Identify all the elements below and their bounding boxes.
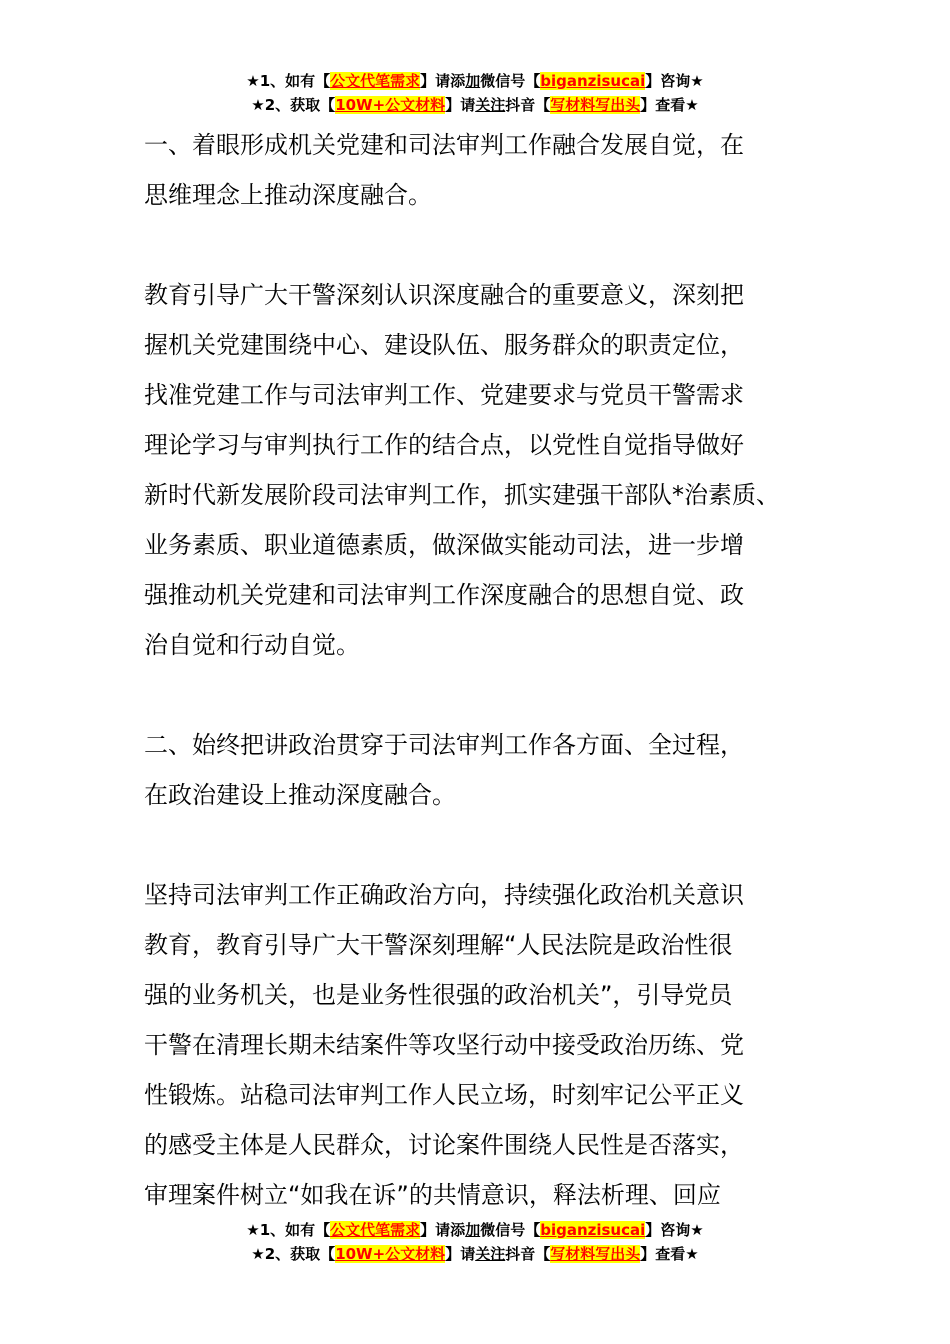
banner-text: 抖音【 <box>505 96 551 114</box>
body-paragraph <box>144 870 814 1220</box>
document-body <box>144 120 814 1220</box>
paragraph-spacer <box>144 670 814 720</box>
banner-line-1 <box>0 1218 950 1242</box>
text-line: 坚持司法审判工作正确政治方向，持续强化政治机关意识 <box>144 881 744 909</box>
banner-text: ★2、获取【 <box>251 96 336 114</box>
banner-underlined-text: 关注 <box>475 1245 506 1263</box>
header-banner <box>0 69 950 117</box>
footer-banner <box>0 1218 950 1266</box>
paragraph-spacer <box>144 220 814 270</box>
text-line: 新时代新发展阶段司法审判工作，抓实建强干部队*治素质、 <box>144 481 780 509</box>
text-line: 握机关党建围绕中心、建设队伍、服务群众的职责定位， <box>144 331 744 359</box>
banner-text: 】请 <box>445 96 476 114</box>
banner-highlight: 10W+公文材料 <box>335 96 446 114</box>
banner-line-1 <box>0 69 950 93</box>
text-line: 干警在清理长期未结案件等攻坚行动中接受政治历练、党 <box>144 1031 744 1059</box>
banner-text: 】查看★ <box>640 96 699 114</box>
body-paragraph <box>144 270 814 670</box>
banner-highlight: 公文代笔需求 <box>330 1221 421 1239</box>
banner-underlined-text: 加 <box>465 1221 481 1239</box>
text-line: 业务素质、职业道德素质，做深做实能动司法，进一步增 <box>144 531 744 559</box>
banner-text: 抖音【 <box>505 1245 551 1263</box>
text-line: 治自觉和行动自觉。 <box>144 631 360 659</box>
text-line: 性锻炼。站稳司法审判工作人民立场，时刻牢记公平正义 <box>144 1081 744 1109</box>
text-line: 找准党建工作与司法审判工作、党建要求与党员干警需求 <box>144 381 744 409</box>
banner-text: ★2、获取【 <box>251 1245 336 1263</box>
banner-highlight: 10W+公文材料 <box>335 1245 446 1263</box>
banner-underlined-text: 关注 <box>475 96 506 114</box>
text-line: 在政治建设上推动深度融合。 <box>144 781 456 809</box>
banner-text: 微信号【 <box>480 1221 541 1239</box>
banner-text: ★1、如有【 <box>246 72 331 90</box>
heading-paragraph <box>144 720 814 820</box>
text-line: 教育引导广大干警深刻认识深度融合的重要意义，深刻把 <box>144 281 744 309</box>
banner-highlight: 写材料写出头 <box>550 96 641 114</box>
text-line: 思维理念上推动深度融合。 <box>144 181 432 209</box>
banner-text: 微信号【 <box>480 72 541 90</box>
banner-underlined-text: 加 <box>465 72 481 90</box>
banner-text: 】查看★ <box>640 1245 699 1263</box>
text-line: 二、始终把讲政治贯穿于司法审判工作各方面、全过程， <box>144 731 744 759</box>
banner-text: 】请 <box>445 1245 476 1263</box>
banner-text: 】请添 <box>420 1221 466 1239</box>
banner-text: 】请添 <box>420 72 466 90</box>
banner-line-2 <box>0 1242 950 1266</box>
banner-highlight: 写材料写出头 <box>550 1245 641 1263</box>
heading-paragraph <box>144 120 814 220</box>
text-line: 教育，教育引导广大干警深刻理解“人民法院是政治性很 <box>144 931 733 959</box>
text-line: 审理案件树立“如我在诉”的共情意识，释法析理、回应 <box>144 1181 721 1209</box>
text-line: 的感受主体是人民群众，讨论案件围绕人民性是否落实， <box>144 1131 744 1159</box>
banner-highlight: biganzisucai <box>540 72 646 90</box>
banner-text: 】咨询★ <box>645 72 704 90</box>
text-line: 强推动机关党建和司法审判工作深度融合的思想自觉、政 <box>144 581 744 609</box>
banner-text: 】咨询★ <box>645 1221 704 1239</box>
text-line: 强的业务机关，也是业务性很强的政治机关”，引导党员 <box>144 981 733 1009</box>
paragraph-spacer <box>144 820 814 870</box>
banner-highlight: biganzisucai <box>540 1221 646 1239</box>
text-line: 理论学习与审判执行工作的结合点，以党性自觉指导做好 <box>144 431 744 459</box>
banner-text: ★1、如有【 <box>246 1221 331 1239</box>
banner-highlight: 公文代笔需求 <box>330 72 421 90</box>
banner-line-2 <box>0 93 950 117</box>
text-line: 一、着眼形成机关党建和司法审判工作融合发展自觉，在 <box>144 131 744 159</box>
